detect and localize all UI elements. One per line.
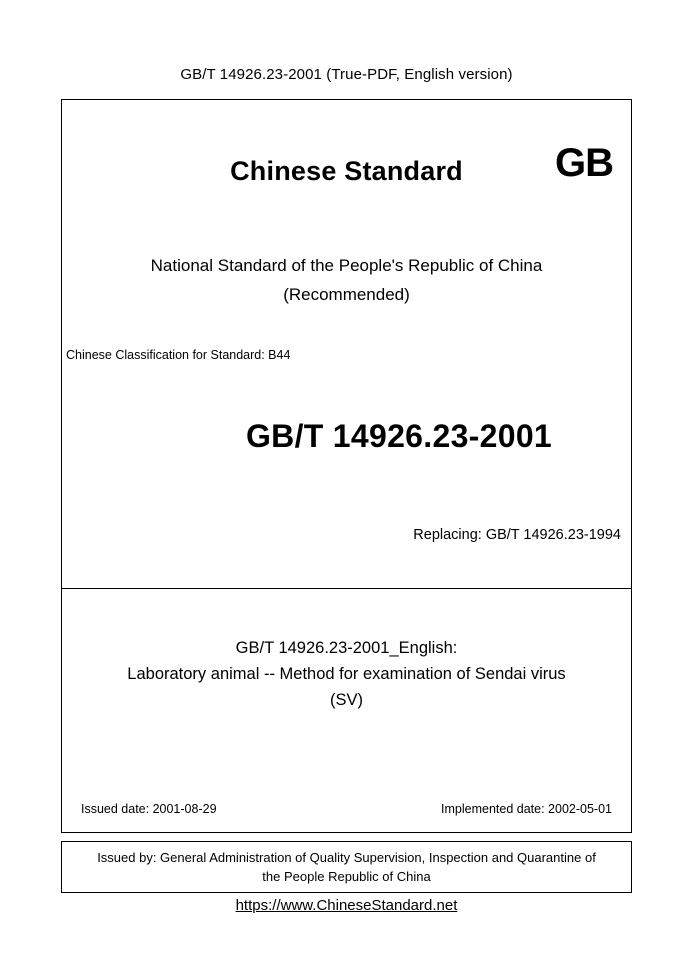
source-url-link[interactable]: https://www.ChineseStandard.net	[235, 897, 458, 914]
gb-logo: GB	[555, 141, 613, 185]
issued-date: Issued date: 2001-08-29	[81, 802, 217, 816]
issued-by-line-2: the People Republic of China	[262, 869, 431, 884]
implemented-date: Implemented date: 2002-05-01	[441, 802, 612, 816]
issued-by-line-1: Issued by: General Administration of Quality Supervision, Inspection and Quarantine of	[97, 850, 596, 865]
cover-title: Chinese Standard	[230, 156, 463, 186]
national-standard-line-1: National Standard of the People's Republic of China	[150, 256, 543, 275]
description-line-3: (SV)	[330, 691, 363, 709]
classification-code: Chinese Classification for Standard: B44	[66, 348, 291, 362]
description-line-1: GB/T 14926.23-2001_English:	[235, 639, 458, 657]
description-line-2: Laboratory animal -- Method for examination of Sendai virus	[127, 665, 566, 683]
cover-main-box	[61, 99, 632, 589]
issued-by	[89, 848, 604, 886]
description-box	[61, 589, 632, 833]
replacing-standard: Replacing: GB/T 14926.23-1994	[413, 527, 621, 543]
issuer-box	[61, 841, 632, 893]
document-header-caption: GB/T 14926.23-2001 (True-PDF, English version)	[180, 66, 513, 83]
standard-number: GB/T 14926.23-2001	[245, 418, 553, 454]
standard-description	[62, 635, 631, 713]
national-standard-line-2: (Recommended)	[283, 285, 410, 304]
